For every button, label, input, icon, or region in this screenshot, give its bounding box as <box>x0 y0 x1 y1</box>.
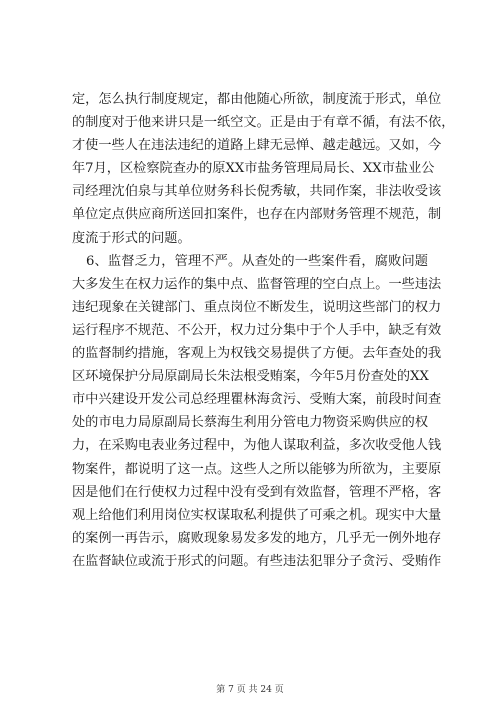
text-line: 的制度对于他来讲只是一纸空文。正是由于有章不循，有法不依， <box>72 115 455 131</box>
text-line: 的案例一再告示，腐败现象易发多发的地方，几乎无一例外地存 <box>72 530 442 546</box>
text-line: 才使一些人在违法违纪的道路上肆无忌惮、越走越远。又如，今 <box>72 138 442 154</box>
text-line: 违纪现象在关键部门、重点岗位不断发生，说明这些部门的权力 <box>72 299 442 315</box>
page-footer: 第 7 页 共 24 页 <box>216 685 284 695</box>
text-line: 观上给他们利用岗位实权谋取私利提供了可乘之机。现实中大量 <box>72 507 442 523</box>
text-line: 区环境保护分局原副局长朱法根受贿案，今年5月份查处的XX <box>72 369 429 385</box>
text-line: 单位定点供应商所送回扣案件，也存在内部财务管理不规范，制 <box>72 207 442 223</box>
text-line: 因是他们在行使权力过程中没有受到有效监督，管理不严格，客 <box>72 484 442 500</box>
text-line: 在监督缺位或流于形式的问题。有些违法犯罪分子贪污、受贿作 <box>72 553 442 569</box>
text-line: 大多发生在权力运作的集中点、监督管理的空白点上。一些违法 <box>72 276 442 292</box>
text-line: 运行程序不规范、不公开，权力过分集中于个人手中，缺乏有效 <box>72 322 442 338</box>
text-line: 年7月，区检察院查办的原XX市盐务管理局局长、XX市盐业公 <box>72 161 435 177</box>
text-line: 定，怎么执行制度规定，都由他随心所欲，制度流于形式，单位 <box>72 92 442 107</box>
text-line: 的监督制约措施，客观上为权钱交易提供了方便。去年查处的我 <box>72 346 442 362</box>
text-line: 6、监督乏力，管理不严。从查处的一些案件看，腐败问题 <box>86 253 428 269</box>
text-line: 市中兴建设开发公司总经理瞿林海贪污、受贿大案，前段时间查 <box>72 392 442 408</box>
text-line: 处的市电力局原副局长蔡海生利用分管电力物资采购供应的权 <box>72 415 429 431</box>
text-line: 物案件，都说明了这一点。这些人之所以能够为所欲为，主要原 <box>72 461 442 477</box>
text-line: 度流于形式的问题。 <box>72 230 191 246</box>
text-line: 司经理沈伯泉与其单位财务科长倪秀敏，共同作案，非法收受该 <box>72 184 442 200</box>
text-line: 力，在采购电表业务过程中，为他人谋取利益，多次收受他人钱 <box>72 438 442 454</box>
body-text <box>72 88 455 573</box>
